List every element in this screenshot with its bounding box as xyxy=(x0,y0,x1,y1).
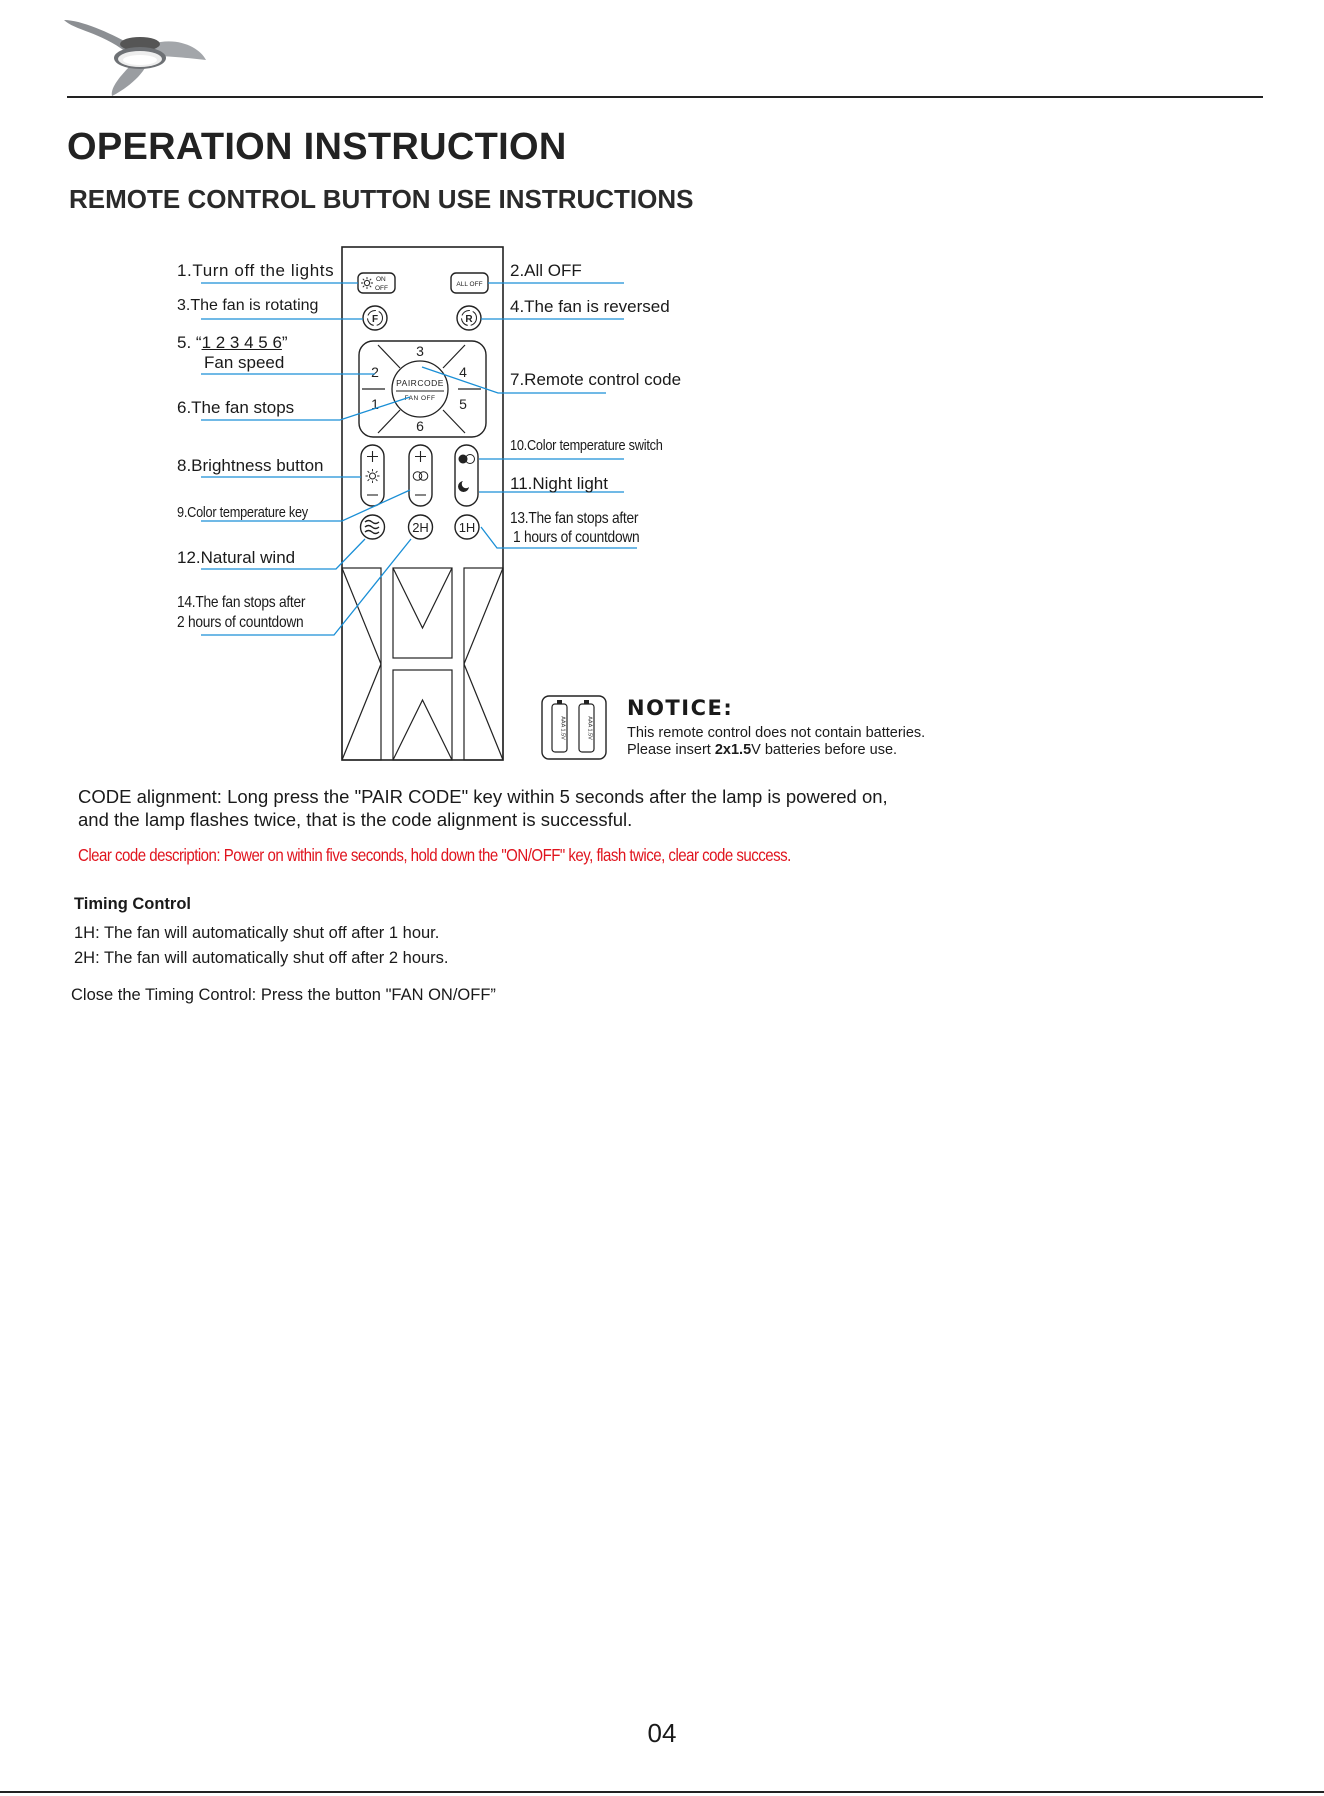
reverse-button[interactable] xyxy=(457,306,481,330)
all-off-text: ALL OFF xyxy=(456,281,483,288)
color-temperature-icon xyxy=(413,472,428,481)
moon-icon xyxy=(458,481,469,492)
page-number: 04 xyxy=(647,1718,677,1748)
sun-icon xyxy=(361,277,373,289)
timer-2h-button[interactable] xyxy=(409,515,433,539)
label-natural-wind: 12.Natural wind xyxy=(177,548,296,567)
label-color-temperature-key: 9.Color temperature key xyxy=(177,504,308,521)
label-fan-reversed: 4.The fan is reversed xyxy=(510,297,670,316)
forward-button[interactable] xyxy=(363,306,387,330)
battery-icon xyxy=(542,696,606,759)
label-fan-speed-prefix: 5. “ xyxy=(177,333,202,352)
label-brightness-button: 8.Brightness button xyxy=(177,456,324,475)
speed-3-button[interactable]: 3 xyxy=(416,343,424,359)
timer-1h-button[interactable] xyxy=(455,515,479,539)
notice-title: NOTICE: xyxy=(627,696,734,720)
forward-text: F xyxy=(371,314,379,325)
label-fan-speed-digits xyxy=(177,333,288,353)
on-text: ON xyxy=(376,276,386,283)
off-text: OFF xyxy=(375,285,388,292)
notice-line-2-prefix: Please insert xyxy=(627,742,715,758)
label-fan-stops-2h-line1: 14.The fan stops after xyxy=(177,594,306,611)
color-switch-icon xyxy=(459,455,475,464)
notice-line-2 xyxy=(627,742,897,758)
fan-off-text: FAN OFF xyxy=(404,395,436,402)
light-on-off-button[interactable] xyxy=(358,273,395,293)
label-fan-speed-suffix: ” xyxy=(281,333,288,352)
speed-5-button[interactable]: 5 xyxy=(459,396,467,412)
label-turn-off-lights: 1.Turn off the lights xyxy=(177,261,335,280)
natural-wind-button[interactable] xyxy=(361,515,385,539)
timing-1h-text: 1H: The fan will automatically shut off after 1 hour. xyxy=(74,924,440,942)
label-fan-stops-1h-line2: 1 hours of countdown xyxy=(513,529,640,546)
label-fan-stops: 6.The fan stops xyxy=(177,398,295,417)
code-alignment-line-1: CODE alignment: Long press the "PAIR CODE" key within 5 seconds after the lamp is powered on, xyxy=(78,786,888,807)
pair-code-fan-off-button[interactable] xyxy=(392,361,448,417)
timing-control-heading: Timing Control xyxy=(74,895,192,913)
timer-1h-text: 1H xyxy=(458,520,476,535)
label-remote-control-code: 7.Remote control code xyxy=(510,370,682,389)
notice-line-2-suffix: V batteries before use. xyxy=(751,742,898,758)
label-fan-rotating: 3.The fan is rotating xyxy=(177,297,319,314)
timing-2h-text: 2H: The fan will automatically shut off after 2 hours. xyxy=(74,949,449,967)
brightness-button[interactable] xyxy=(361,445,384,506)
clear-code-description: Clear code description: Power on within five seconds, hold down the "ON/OFF" key, flash twice, clear code success. xyxy=(78,845,791,865)
pair-code-text: PAIRCODE xyxy=(396,378,444,388)
color-temperature-button[interactable] xyxy=(409,445,432,506)
label-night-light: 11.Night light xyxy=(510,474,608,493)
wind-icon xyxy=(365,521,379,534)
battery-label-2: AAA 1.5V xyxy=(586,716,593,740)
speed-6-button[interactable]: 6 xyxy=(416,418,424,434)
reverse-text: R xyxy=(465,314,473,325)
footer-divider xyxy=(0,1791,1324,1793)
label-fan-speed-digits-text: 1 2 3 4 5 6 xyxy=(201,333,282,352)
remote-bottom-pattern xyxy=(342,568,503,760)
code-alignment-line-2: and the lamp flashes twice, that is the code alignment is successful. xyxy=(78,809,633,830)
speed-2-button[interactable]: 2 xyxy=(371,364,379,380)
brightness-sun-icon xyxy=(366,469,380,483)
notice-line-1: This remote control does not contain batteries. xyxy=(627,725,926,741)
timer-2h-text: 2H xyxy=(412,520,429,535)
battery-label-1: AAA 1.5V xyxy=(559,716,566,740)
label-color-temperature-switch: 10.Color temperature switch xyxy=(510,437,663,454)
timing-close-text: Close the Timing Control: Press the button "FAN ON/OFF” xyxy=(71,986,496,1004)
page-title: OPERATION INSTRUCTION xyxy=(67,126,567,168)
notice-line-2-bold: 2x1.5 xyxy=(714,742,752,758)
speed-1-button[interactable]: 1 xyxy=(371,396,379,412)
section-title: REMOTE CONTROL BUTTON USE INSTRUCTIONS xyxy=(69,184,694,214)
label-all-off: 2.All OFF xyxy=(510,261,582,280)
label-fan-stops-1h-line1: 13.The fan stops after xyxy=(510,510,639,527)
speed-4-button[interactable]: 4 xyxy=(459,364,467,380)
label-fan-speed: Fan speed xyxy=(204,353,285,372)
label-fan-stops-2h-line2: 2 hours of countdown xyxy=(177,614,304,631)
color-temp-switch-night-light-button[interactable] xyxy=(455,445,478,506)
speed-keypad xyxy=(359,341,486,437)
all-off-button[interactable] xyxy=(451,273,488,293)
